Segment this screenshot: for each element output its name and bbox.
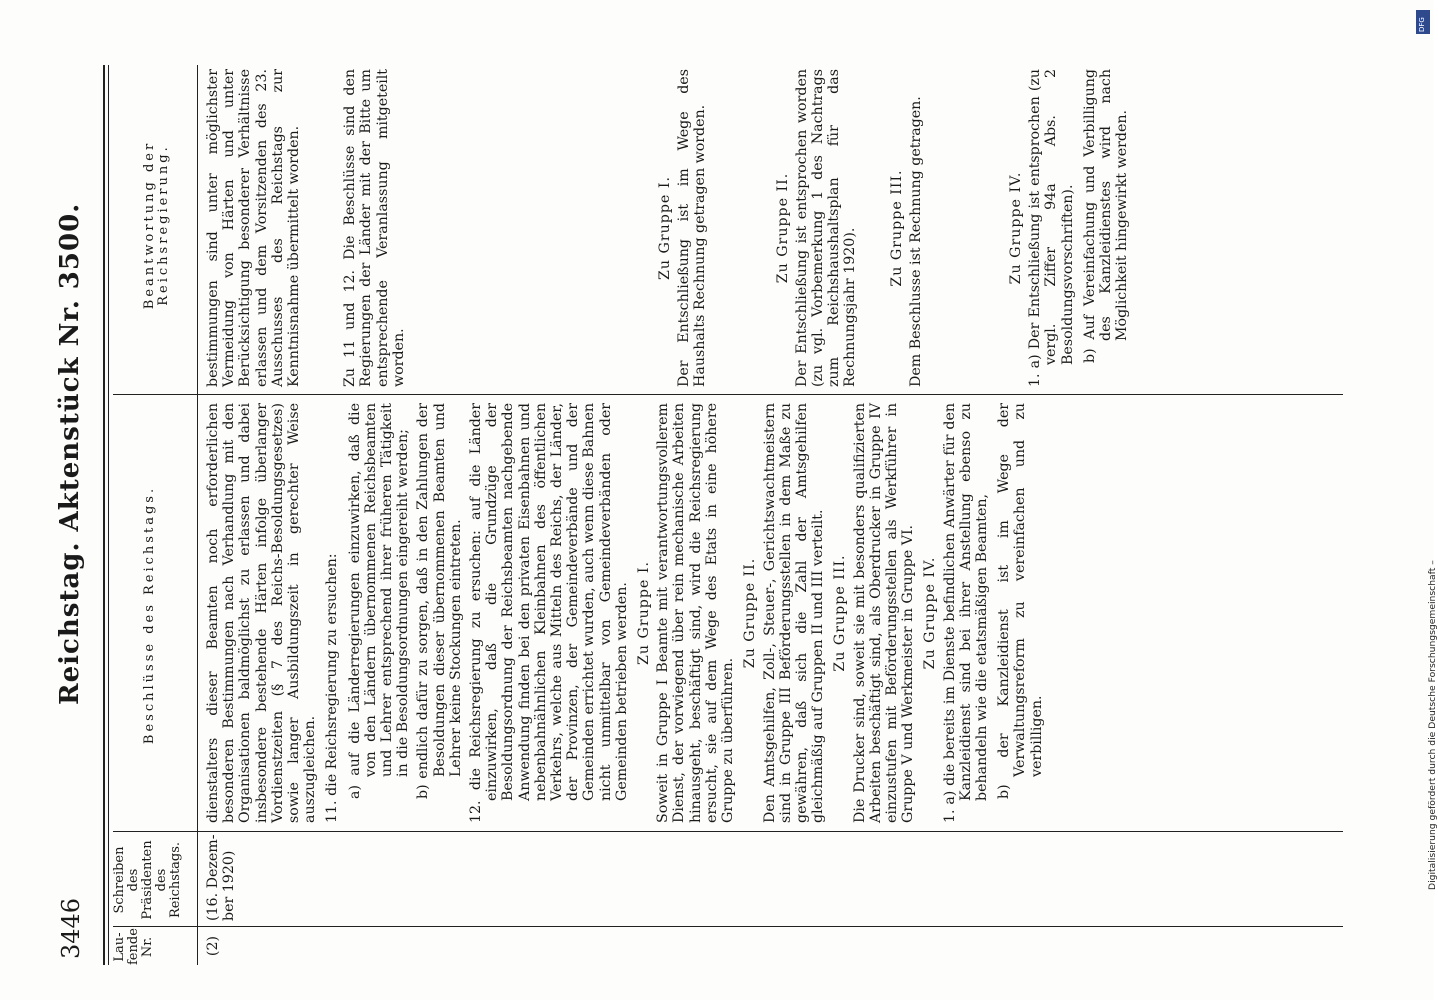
digitization-text: Digitalisierung gefördert durch die Deutsche Forschungsgemeinschaft – xyxy=(1427,560,1438,890)
col-divider-1 xyxy=(113,926,1343,927)
beschluss-gruppe-4b: b) der Kanzleidienst ist im Wege der Verwaltungsreform zu vereinfachen und zu verbilligen. xyxy=(996,403,1045,799)
beschluss-gruppe-3-title: Zu Gruppe III. xyxy=(832,554,849,672)
beschluss-12: 12. die Reichsregierung zu ersuchen: auf die Länder einzuwirken, daß die Grundzüge der Besoldungsordnung der Reichsbeamten nachgebende Anwendung finden bei den privaten Eisenbahnen und nebenbahnähnlichen Kleinbahnen des öffentlichen Verkehrs, welche aus Mitteln des Reichs, der Länder, der Provinzen, der Gemeindeverbände und der Gemeinden errichtet wurden, auch wenn diese Bahnen nicht unmittelbar von Gemeindeverbänden oder Gemeinden betrieben werden. xyxy=(468,403,630,823)
header-rule xyxy=(103,65,105,965)
row-number: (2) xyxy=(205,935,221,957)
beschluss-11a: a) auf die Länderregierungen einzuwirken, daß die von den Ländern übernommenen Reichsbeamten und Lehrer entsprechend ihrer früheren Tätigkeit in die Besoldungsordnungen eingereiht werden; xyxy=(346,403,412,799)
beschluss-gruppe-2-title: Zu Gruppe II. xyxy=(742,557,759,669)
antwort-gruppe-1: Der Entschließung ist im Wege des Haushalts Rechnung getragen worden. xyxy=(676,69,709,387)
beschluesse-cell xyxy=(205,403,1049,823)
col-header-nr: Lau- fende Nr. xyxy=(112,928,155,965)
col-header-schreiben: Schreiben des Präsidenten des Reichstags. xyxy=(112,840,183,920)
beschluss-intro: dienstalters dieser Beamten noch erforderlichen besonderen Bestimmungen nach Verhandlung mit den Organisationen baldmöglichst zu erlassen und dabei insbesondere bestehende Härten infolge überlanger Vordienstzeiten (§ 7 des Reichs-Besoldungsgesetzes) sowie langer Ausbildungszeit in gerechter Weise auszugleichen. xyxy=(205,403,319,823)
beschluss-gruppe-4-title: Zu Gruppe IV. xyxy=(922,556,939,670)
dfg-logo: DFG xyxy=(1416,10,1430,34)
antwort-gruppe-3: Dem Beschlusse ist Rechnung getragen. xyxy=(907,96,924,387)
antwort-intro: bestimmungen sind unter möglichster Vermeidung von Härten und unter Berücksichtigung besonderer Verhältnisse erlassen und dem Vorsitzenden des 23. Ausschusses des Reichstags zur Kenntnisnahme übermittelt worden. xyxy=(205,69,303,387)
antwort-gruppe-1-title: Zu Gruppe I. xyxy=(657,176,674,280)
col-divider-2 xyxy=(113,831,1343,832)
antwort-gruppe-2: Der Entschließung ist entsprochen worden (zu vgl. Vorbemerkung 1 des Nachtrags zum Reichshaushaltsplan für das Rechnungsjahr 1920). xyxy=(793,69,859,387)
beschluss-11: 11. die Reichsregierung zu ersuchen: xyxy=(324,553,341,823)
page-header xyxy=(55,65,95,965)
page-number: 3446 xyxy=(57,897,85,959)
antwort-gruppe-4-title: Zu Gruppe IV. xyxy=(1008,171,1025,285)
beschluss-gruppe-2: Den Amtsgehilfen, Zoll-, Steuer-, Gerichtswachtmeistern sind in Gruppe III Beförderungsstellen in dem Maße zu gewähren, daß sich die Zahl der Amtsgehilfen gleichmäßig auf Gruppen II und III verteilt. xyxy=(761,403,827,823)
rotated-page xyxy=(55,65,1385,965)
beschluss-11b: b) endlich dafür zu sorgen, daß in den Zahlungen der Besoldungen dieser übernommenen Beamten und Lehrer keine Stockungen eintreten. xyxy=(415,403,464,799)
antwort-gruppe-4b: b) Auf Vereinfachung und Verbilligung des Kanzleidienstes wird nach Möglichkeit hingewirkt werden. xyxy=(1081,69,1131,363)
digitization-note xyxy=(1412,10,1438,890)
antwort-gruppe-4a: 1. a) Der Entschließung ist entsprochen (zu vergl. Ziffer 94a Abs. 2 Besoldungsvorschriften). xyxy=(1027,69,1076,387)
beschluss-gruppe-3: Die Drucker sind, soweit sie mit besonders qualifizierten Arbeiten beschäftigt sind, als Oberdrucker in Gruppe IV einzustufen mit Beförderungsstellen als Werkführer in Gruppe V und Werkmeister in Gruppe VI. xyxy=(851,403,917,823)
header-divider xyxy=(197,65,198,965)
beschluss-gruppe-1-title: Zu Gruppe I. xyxy=(636,561,653,665)
antwort-gruppe-3-title: Zu Gruppe III. xyxy=(888,169,905,287)
beschluss-gruppe-1: Soweit in Gruppe I Beamte mit verantwortungsvollerem Dienst, der vorwiegend über rein mechanische Arbeiten hinausgeht, beschäftigt sind, wird die Reichsregierung ersucht, sie auf dem Wege des Etats in eine höhere Gruppe zu überführen. xyxy=(655,403,737,823)
col-divider-3 xyxy=(113,394,1343,395)
antwort-cell xyxy=(205,69,1134,387)
col-header-beschluesse: Beschlüsse des Reichstags. xyxy=(142,485,157,745)
antwort-gruppe-2-title: Zu Gruppe II. xyxy=(774,172,791,284)
running-title: Reichstag. Aktenstück Nr. 3500. xyxy=(55,202,85,705)
beschluss-gruppe-4a: 1. a) die bereits im Dienste befindlichen Anwärter für den Kanzleidienst sind bei ihrer Anstellung ebenso zu behandeln wie die etatsmäßigen Beamten, xyxy=(941,403,990,823)
antwort-11-12: Zu 11 und 12. Die Beschlüsse sind den Regierungen der Länder mit der Bitte um entsprechende Veranlassung mitgeteilt worden. xyxy=(342,69,407,387)
col-header-beantwortung: Beantwortung der Reichsregierung. xyxy=(142,140,171,310)
header-rule-thin xyxy=(108,65,109,965)
row-date: (16. Dezem- ber 1920) xyxy=(205,834,238,921)
resolution-table xyxy=(113,65,1343,965)
